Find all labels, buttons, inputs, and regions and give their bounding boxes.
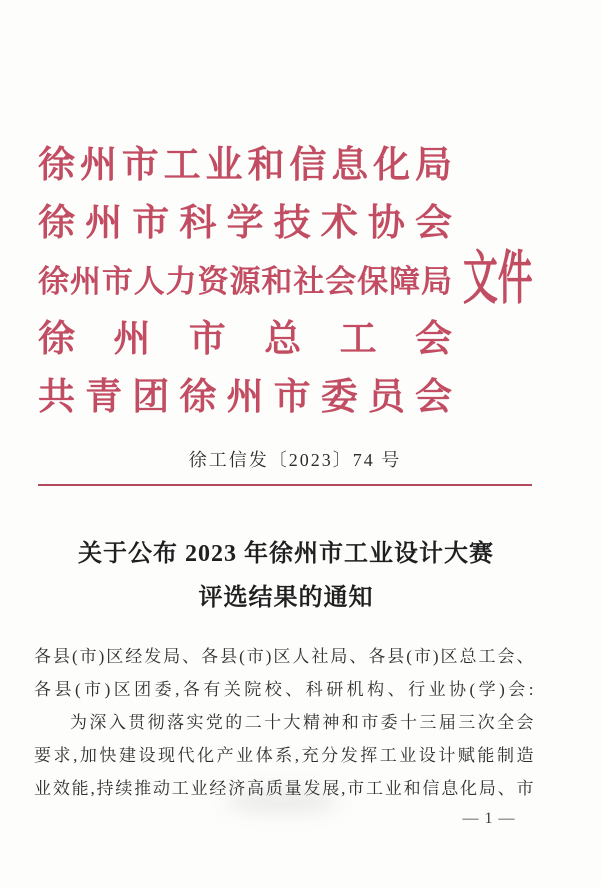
- agency-name-line: 徐州市总工会: [38, 319, 452, 360]
- agency-name-line: 徐州市工业和信息化局: [38, 145, 452, 186]
- document-type-label: 文件: [463, 246, 533, 311]
- document-title-line1: 关于公布 2023 年徐州市工业设计大赛: [78, 541, 494, 567]
- red-divider-line: [38, 484, 532, 486]
- letterhead: [38, 137, 452, 427]
- page-number: — 1 —: [462, 810, 516, 827]
- agency-name-line: 共青团徐州市委员会: [38, 377, 452, 418]
- document-body: [34, 640, 534, 805]
- document-title-line2: 评选结果的通知: [198, 585, 374, 611]
- paragraph-line: 为深入贯彻落实党的二十大精神和市委十三届三次全会: [70, 713, 534, 732]
- salutation-line: 各县(市)区团委,各有关院校、科研机构、行业协(学)会:: [34, 680, 534, 699]
- agency-name-line: 徐州市人力资源和社会保障局: [38, 264, 452, 299]
- document-number: 徐工信发〔2023〕74 号: [188, 450, 402, 470]
- paragraph-line: 业效能,持续推动工业经济高质量发展,市工业和信息化局、市: [34, 779, 534, 798]
- paragraph-line: 要求,加快建设现代化产业体系,充分发挥工业设计赋能制造: [34, 746, 534, 765]
- salutation-line: 各县(市)区经发局、各县(市)区人社局、各县(市)区总工会、: [34, 647, 534, 666]
- agency-name-line: 徐州市科学技术协会: [38, 203, 452, 244]
- scan-artifact-smudge: [225, 788, 340, 814]
- document-title: [0, 532, 572, 620]
